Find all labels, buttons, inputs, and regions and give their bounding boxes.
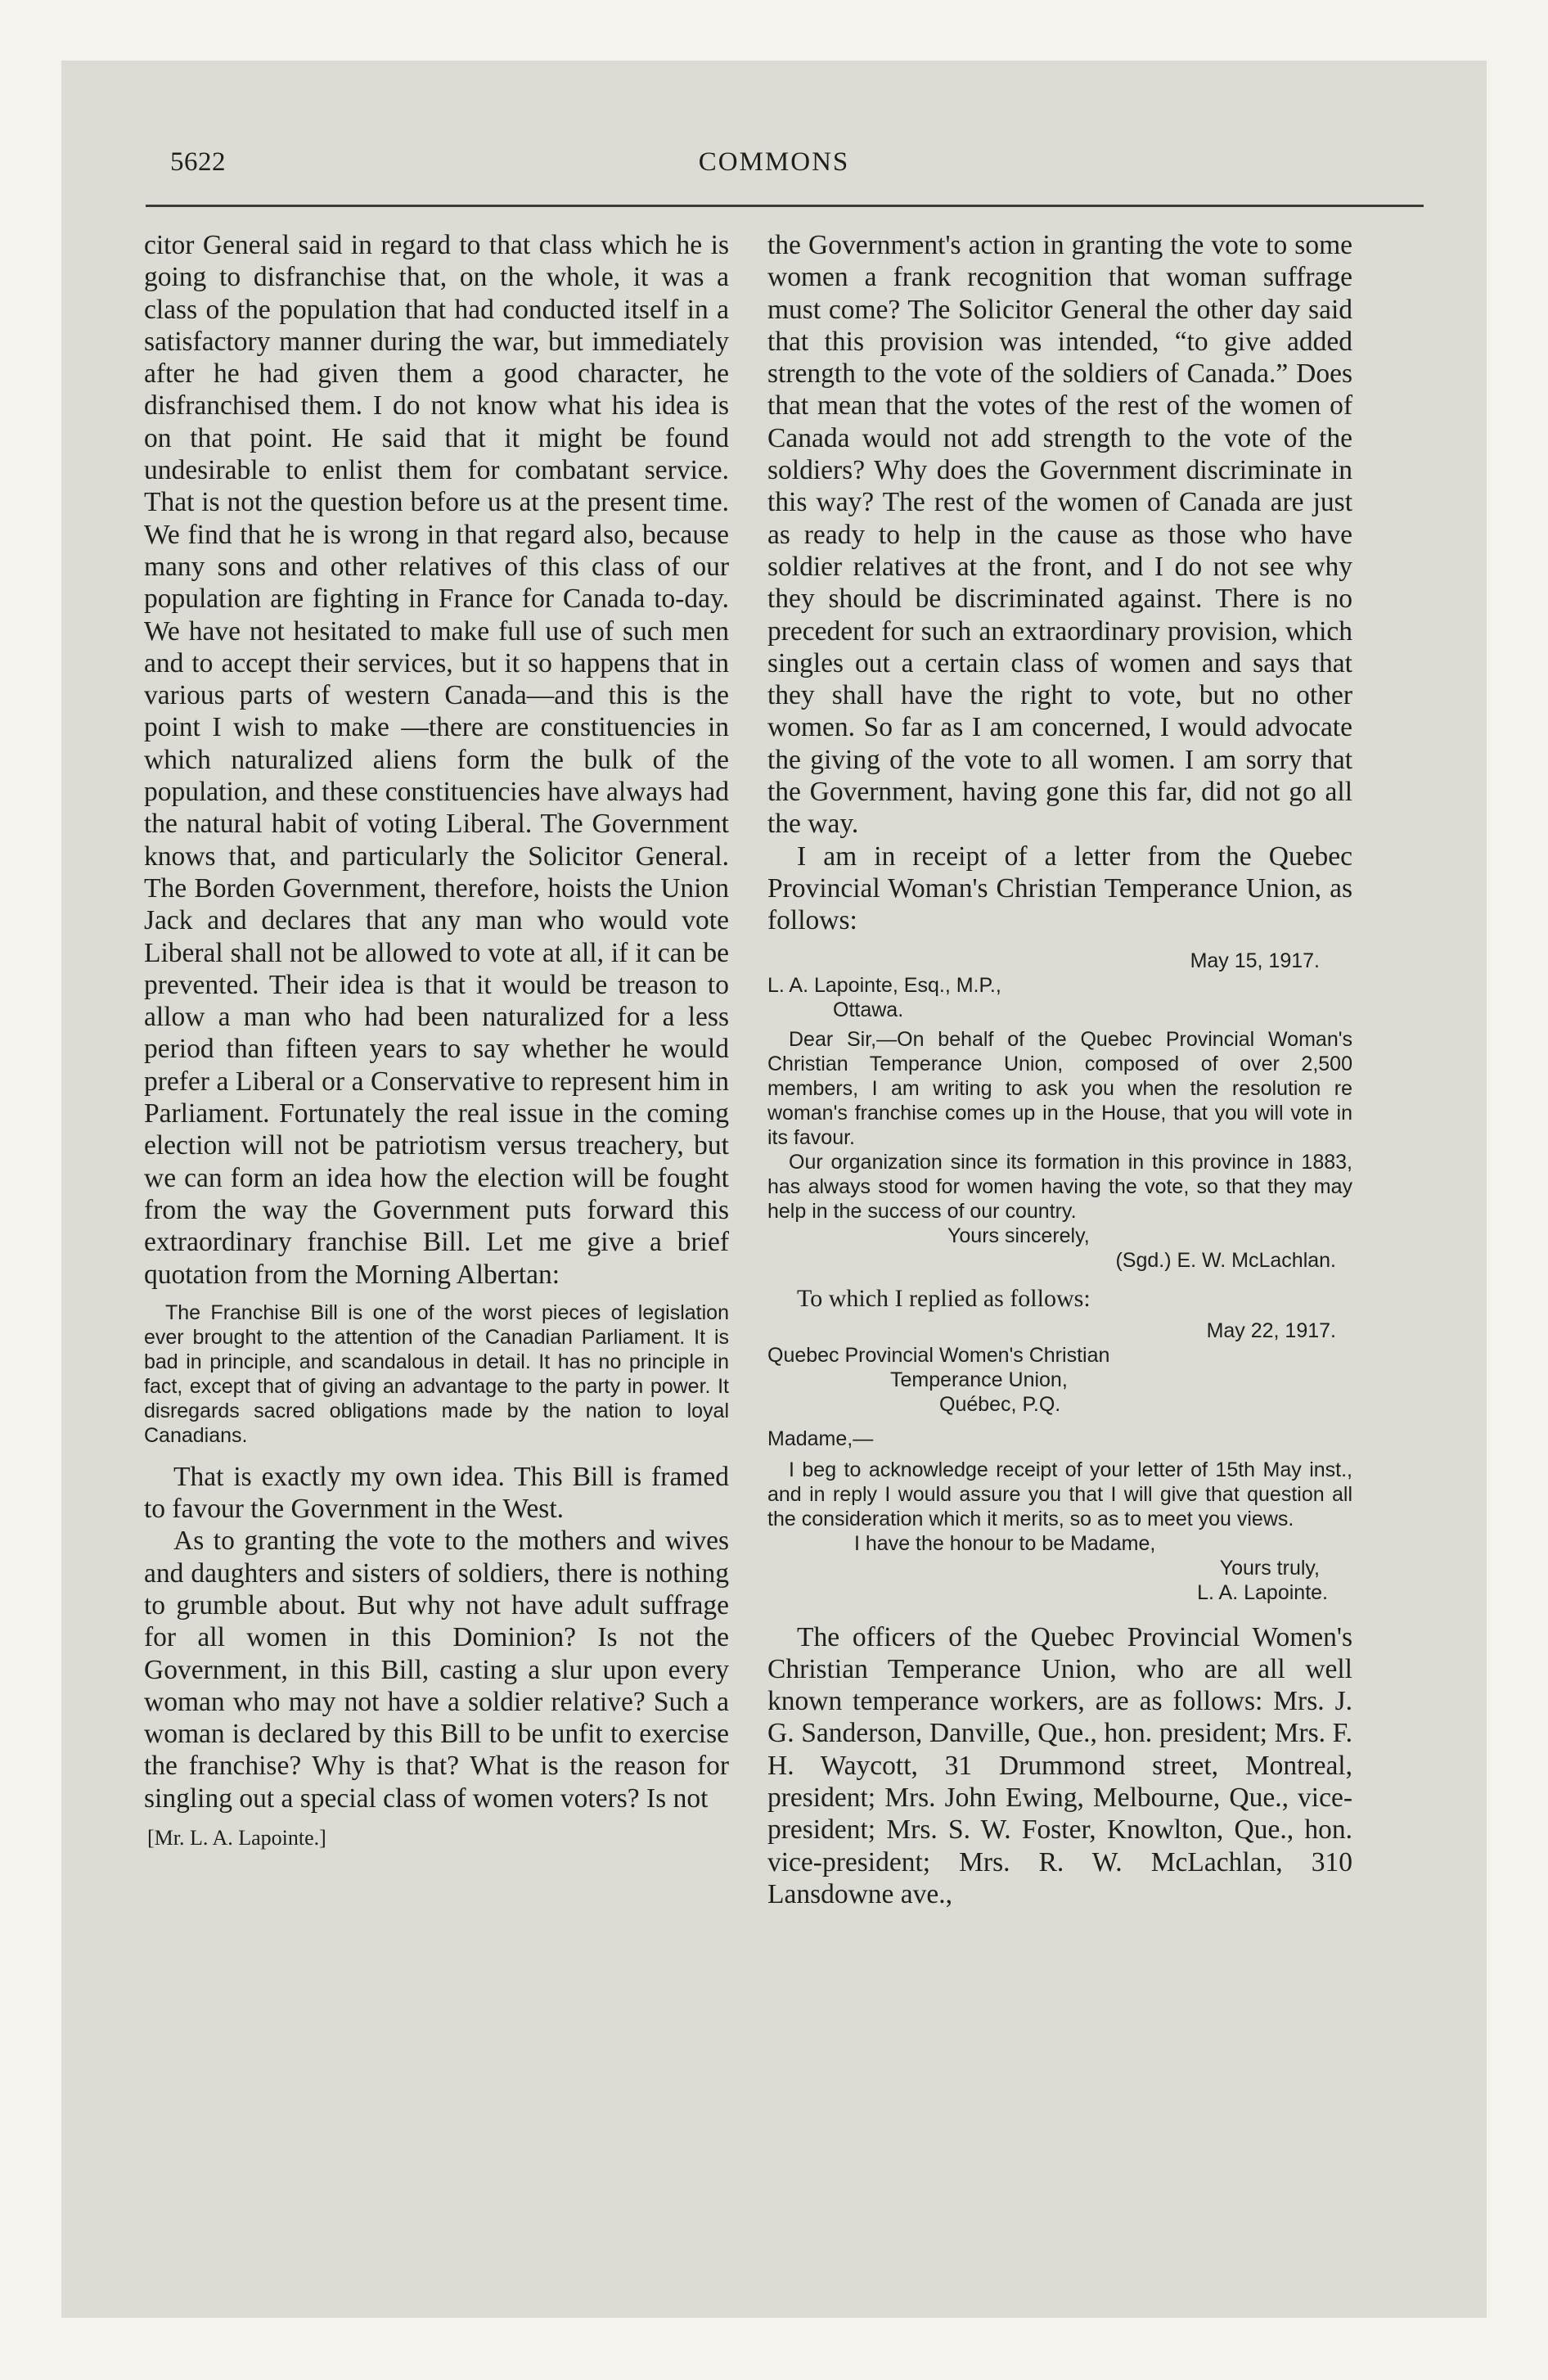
right-paragraph-1: the Government's action in granting the vote to some women a frank recognition that woman suffrage must come? The Solicitor General the other day said that this provision was intended, “to give added strength to the vote of the soldiers of Canada.” Does that mean that the votes of the rest of the women of Canada would not add strength to the vote of the soldiers? Why does the Government discriminate in this way? The rest of the women of Canada are just as ready to help in the cause as those who have soldier relatives at the front, and I do not see why they should be discriminated against. There is no precedent for such an extraordinary provision, which singles out a certain class of women and says that they shall have the right to vote, but no other women. So far as I am concerned, I would advocate the giving of the vote to all women. I am sorry that the Government, having gone this far, did not go all the way. [767, 230, 1352, 840]
speaker-attribution: [Mr. L. A. Lapointe.] [147, 1826, 326, 1850]
letter2-body-2: I have the honour to be Madame, [854, 1531, 1156, 1555]
letter1-signature: (Sgd.) E. W. McLachlan. [1115, 1248, 1336, 1272]
header-rule [146, 205, 1424, 207]
left-paragraph-1: citor General said in regard to that class which he is going to disfranchise that, on the whole, it was a class of the population that had conducted itself in a satisfactory manner during the war, but immediately after he had given them a good character, he disfranchised them. I do not know what his idea is on that point. He said that it might be found undesirable to enlist them for combatant service. That is not the question before us at the present time. We find that he is wrong in that regard also, because many sons and other relatives of this class of our population are fighting in France for Canada to-day. We have not hesitated to make full use of such men and to accept their services, but it so happens that in various parts of western Canada—and this is the point I wish to make —there are constituencies in which naturalized aliens form the bulk of the population, and these constituencies have always had the natural habit of voting Liberal. The Government knows that, and particularly the Solicitor General. The Borden Government, therefore, hoists the Union Jack and declares that any man who would vote Liberal shall not be allowed to vote at all, if it can be prevented. Their idea is that it would be treason to allow a man who had been naturalized for a less period than fifteen years to say whether he would prefer a Liberal or a Conservative to represent him in Parliament. Fortunately the real issue in the coming election will not be patriotism versus treachery, but we can form an idea how the election will be fought from the way the Government puts forward this extraordinary franchise Bill. Let me give a brief quotation from the Morning Albertan: [144, 230, 729, 1290]
letter-from-wctu [767, 949, 1352, 1273]
spacer [767, 1605, 1352, 1621]
letter1-date: May 15, 1917. [1190, 949, 1320, 972]
left-paragraph-2: That is exactly my own idea. This Bill is framed to favour the Government in the West. [144, 1461, 729, 1525]
letter2-addressee-city: Québec, P.Q. [939, 1392, 1061, 1416]
letter1-addressee: L. A. Lapointe, Esq., M.P., [767, 973, 1001, 997]
right-paragraph-2: I am in receipt of a letter from the Quebec Provincial Woman's Christian Temperance Union, as follows: [767, 841, 1352, 936]
letter1-closing: Yours sincerely, [947, 1224, 1090, 1247]
letter1-body-2: Our organization since its formation in this province in 1883, has always stood for women having the vote, so that they may help in the success of our country. [767, 1150, 1352, 1223]
letter2-closing: Yours truly, [1219, 1556, 1320, 1580]
left-paragraph-3: As to granting the vote to the mothers and wives and daughters and sisters of soldiers, there is nothing to grumble about. But why not have adult suffrage for all women in this Dominion? Is not the Government, in this Bill, casting a slur upon every woman who may not have a soldier relative? Such a woman is declared by this Bill to be unfit to exercise the franchise? Why is that? What is the reason for singling out a special class of women voters? Is not [144, 1526, 729, 1814]
right-column [767, 229, 1352, 1910]
left-column [144, 229, 729, 1850]
letter1-body-1: Dear Sir,—On behalf of the Quebec Provincial Woman's Christian Temperance Union, composed of over 2,500 members, I am writing to ask you when the resolution re woman's franchise comes up in the House, that you will vote in its favour. [767, 1027, 1352, 1149]
letter2-signature: L. A. Lapointe. [1197, 1580, 1328, 1604]
spacer [767, 1273, 1352, 1284]
spacer [767, 937, 1352, 949]
right-paragraph-4: The officers of the Quebec Provincial Women's Christian Temperance Union, who are all well known temperance workers, are as follows: Mrs. J. G. Sanderson, Danville, Que., hon. president; Mrs. F. H. Waycott, 31 Drummond street, Montreal, president; Mrs. John Ewing, Melbourne, Que., vice-president; Mrs. S. W. Foster, Knowlton, Que., hon. vice-president; Mrs. R. W. McLachlan, 310 Lansdowne ave., [767, 1621, 1352, 1909]
letter1-addressee-city: Ottawa. [833, 998, 904, 1021]
page-number: 5622 [170, 147, 226, 177]
letter2-addressee-line-2: Temperance Union, [890, 1368, 1068, 1391]
newspaper-quotation: The Franchise Bill is one of the worst pieces of legislation ever brought to the attention of the Canadian Parliament. It is bad in principle, and scandalous in detail. It has no principle in fact, except that of giving an advantage to the party in power. It disregards sacred obligations made by the nation to loyal Canadians. [144, 1300, 729, 1447]
running-head: COMMONS [698, 147, 850, 177]
letter2-body-1: I beg to acknowledge receipt of your letter of 15th May inst., and in reply I would assure you that I will give that question all the consideration which it merits, so as to meet you views. [767, 1458, 1352, 1530]
right-paragraph-3: To which I replied as follows: [797, 1284, 1091, 1312]
reply-letter [767, 1318, 1352, 1605]
letter2-salutation: Madame,— [767, 1427, 874, 1450]
letter2-date: May 22, 1917. [1206, 1318, 1336, 1342]
letter2-addressee-line-1: Quebec Provincial Women's Christian [767, 1343, 1110, 1367]
